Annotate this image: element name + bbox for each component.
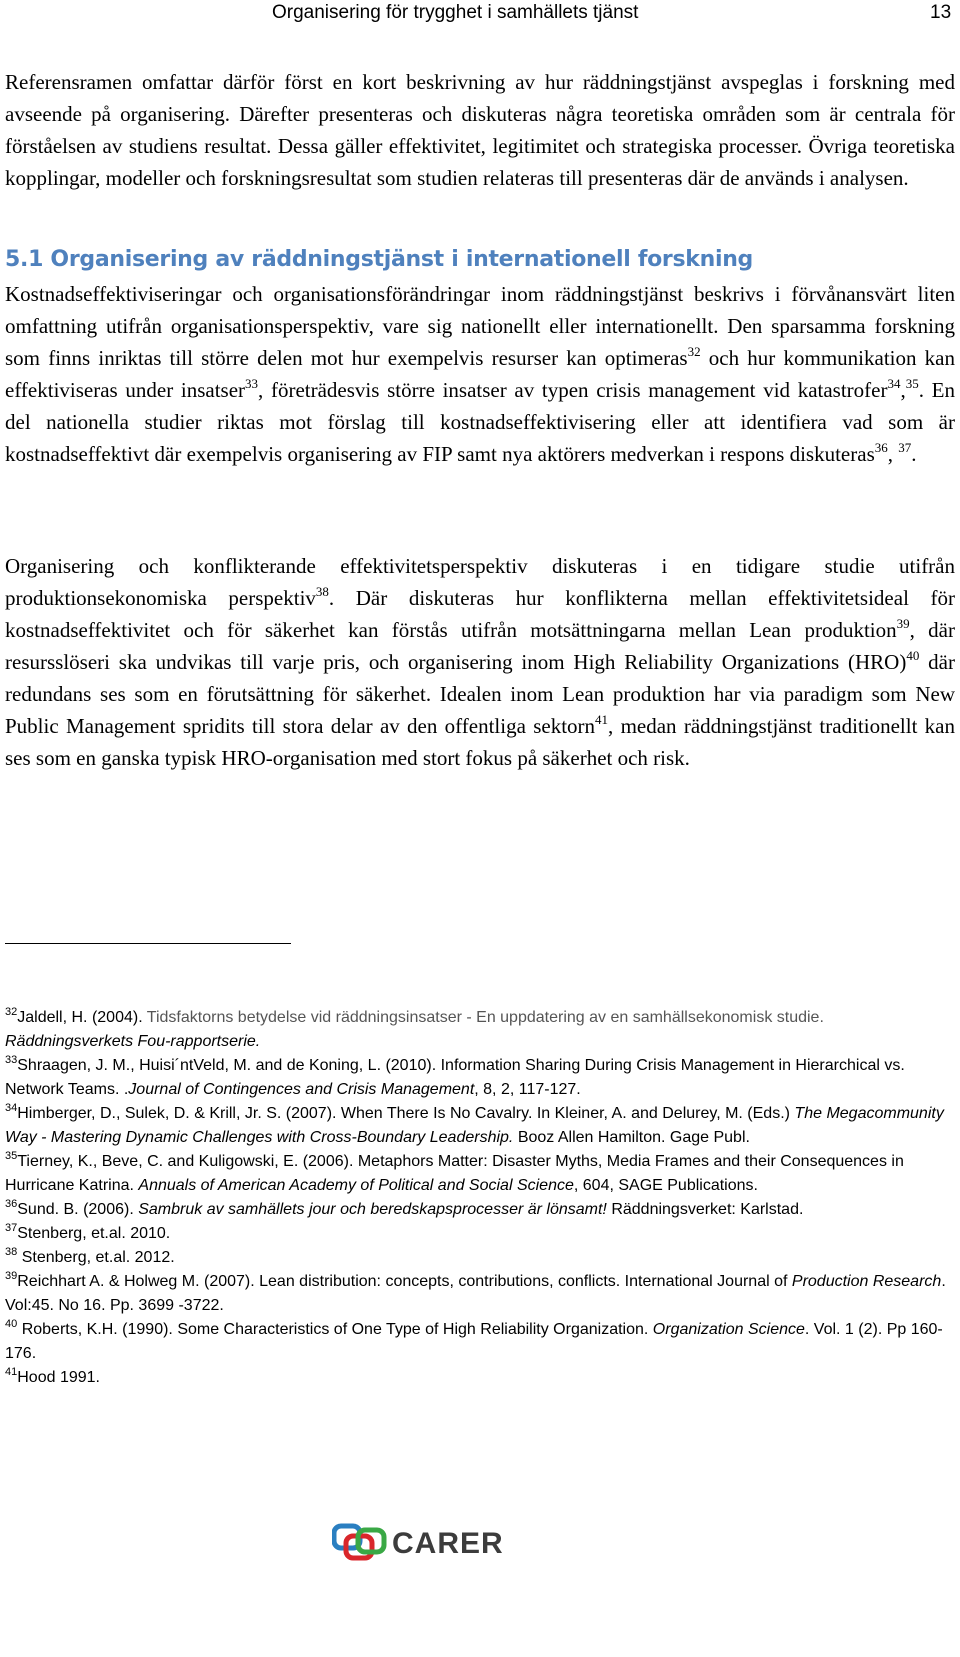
footnote-32: $^{32}$Jaldell, H. (2004). Tidsfaktorns betydelse vid räddningsinsatser - En uppdatering av en samhällsekonomisk studie. Räddningsverkets Fou-rapportserie.: [5, 1006, 824, 1050]
footnote-ref: 33: [245, 376, 259, 391]
intro-paragraph: Referensramen omfattar därför först en kort beskrivning av hur räddningstjänst avspeglas i forskning med avseende på organisering. Därefter presenteras och diskuteras några teoretiska områden som är centrala för förståelsen av studiens resultat. Dessa gäller effektivitet, legitimitet och strategiska processer. Övriga teoretiska kopplingar, modeller och forskningsresultat som studien relateras till presenteras där de används i analysen.: [5, 70, 955, 190]
footnote-37: $^{37}$Stenberg, et.al. 2010.: [5, 1222, 171, 1242]
footnote-41: $^{41}$Hood 1991.: [5, 1366, 100, 1386]
footnote-40: $^{40}$ Roberts, K.H. (1990). Some Characteristics of One Type of High Reliability Organization. Organization Science. Vol. 1 (2). Pp 160-176.: [5, 1318, 943, 1362]
footnote-35: $^{35}$Tierney, K., Beve, C. and Kuligowski, E. (2006). Metaphors Matter: Disaster Myths, Media Frames and their Consequences in Hurricane Katrina. Annuals of American Academy of Political and Social Science, 604, SAGE Publications.: [5, 1150, 904, 1194]
footnote-ref: 34: [887, 376, 901, 391]
footnote-ref: 38: [315, 584, 329, 599]
section-paragraph-2: Organisering och konflikterande effektivitetsperspektiv diskuteras i en tidigare studie utifrån produktionsekonomiska perspektiv$^{38}$. Där diskuteras hur konflikterna mellan effektivitetsideal för kostnadseffektivitet och för säkerhet kan förstås utifrån motsättningarna mellan Lean produktion$^{39}$, där resursslöseri ska undvikas till varje pris, och organisering inom High Reliability Organizations (HRO)$^{40}$ där redundans ses som en förutsättning för säkerhet. Idealen inom Lean produktion har via paradigm som New Public Management spridits till stora delar av den offentliga sektorn$^{41}$, medan räddningstjänst traditionellt kan ses som en ganska typisk HRO-organisation med stort fokus på säkerhet och risk.: [5, 554, 956, 770]
footnote-ref: 32: [687, 344, 701, 359]
footnote-ref: 35: [905, 376, 919, 391]
footnote-ref: 39: [896, 616, 910, 631]
footnote-ref: 40: [906, 648, 920, 663]
footnote-38: $^{38}$ Stenberg, et.al. 2012.: [5, 1246, 175, 1266]
footnote-ref: 41: [595, 712, 609, 727]
footnote-39: $^{39}$Reichhart A. & Holweg M. (2007). Lean distribution: concepts, contributions, conflicts. International Journal of Production Research. Vol:45. No 16. Pp. 3699 -3722.: [5, 1270, 946, 1314]
logo-text: CARER: [392, 1527, 504, 1560]
footnote-ref: 37: [898, 440, 912, 455]
footnote-34: $^{34}$Himberger, D., Sulek, D. & Krill, Jr. S. (2007). When There Is No Cavalry. In Kleiner, A. and Delurey, M. (Eds.) The Megacommunity Way - Mastering Dynamic Challenges with Cross-Boundary Leadership. Booz Allen Hamilton. Gage Publ.: [5, 1102, 944, 1146]
section-paragraph-1: Kostnadseffektiviseringar och organisationsförändringar inom räddningstjänst beskrivs i förvånansvärt liten omfattning utifrån organisationsperspektiv, vare sig nationellt eller internationellt. Den sparsamma forskning som finns inriktas till större delen mot hur exempelvis resurser kan optimeras$^{32}$ och hur kommunikation kan effektiviseras under insatser$^{33}$, företrädesvis större insatser av typen crisis management vid katastrofer$^{34}$,$^{35}$. En del nationella studier riktas mot förslag till kostnadseffektivisering eller att identifiera vad som är kostnadseffektivt där exempelvis organisering av FIP samt nya aktörers medverkan i respons diskuteras$^{36}$, $^{37}$.: [5, 282, 955, 466]
page-number: 13: [930, 2, 952, 23]
footnotes: [5, 1006, 955, 1390]
running-header: [0, 0, 960, 28]
header-title: Organisering för trygghet i samhällets tjänst: [272, 2, 639, 23]
footnote-33: $^{33}$Shraagen, J. M., Huisi´ntVeld, M. and de Koning, L. (2010). Information Sharing During Crisis Management in Hierarchical vs. Network Teams. .Journal of Contingences and Crisis Management, 8, 2, 117-127.: [5, 1054, 905, 1098]
footnote-36: $^{36}$Sund. B. (2006). Sambruk av samhällets jour och beredskapsprocesser är lönsamt! Räddningsverket: Karlstad.: [5, 1198, 804, 1218]
footnote-ref: 36: [874, 440, 888, 455]
footnote-separator: [5, 943, 291, 944]
section-heading: 5.1 Organisering av räddningstjänst i internationell forskning: [5, 247, 754, 272]
